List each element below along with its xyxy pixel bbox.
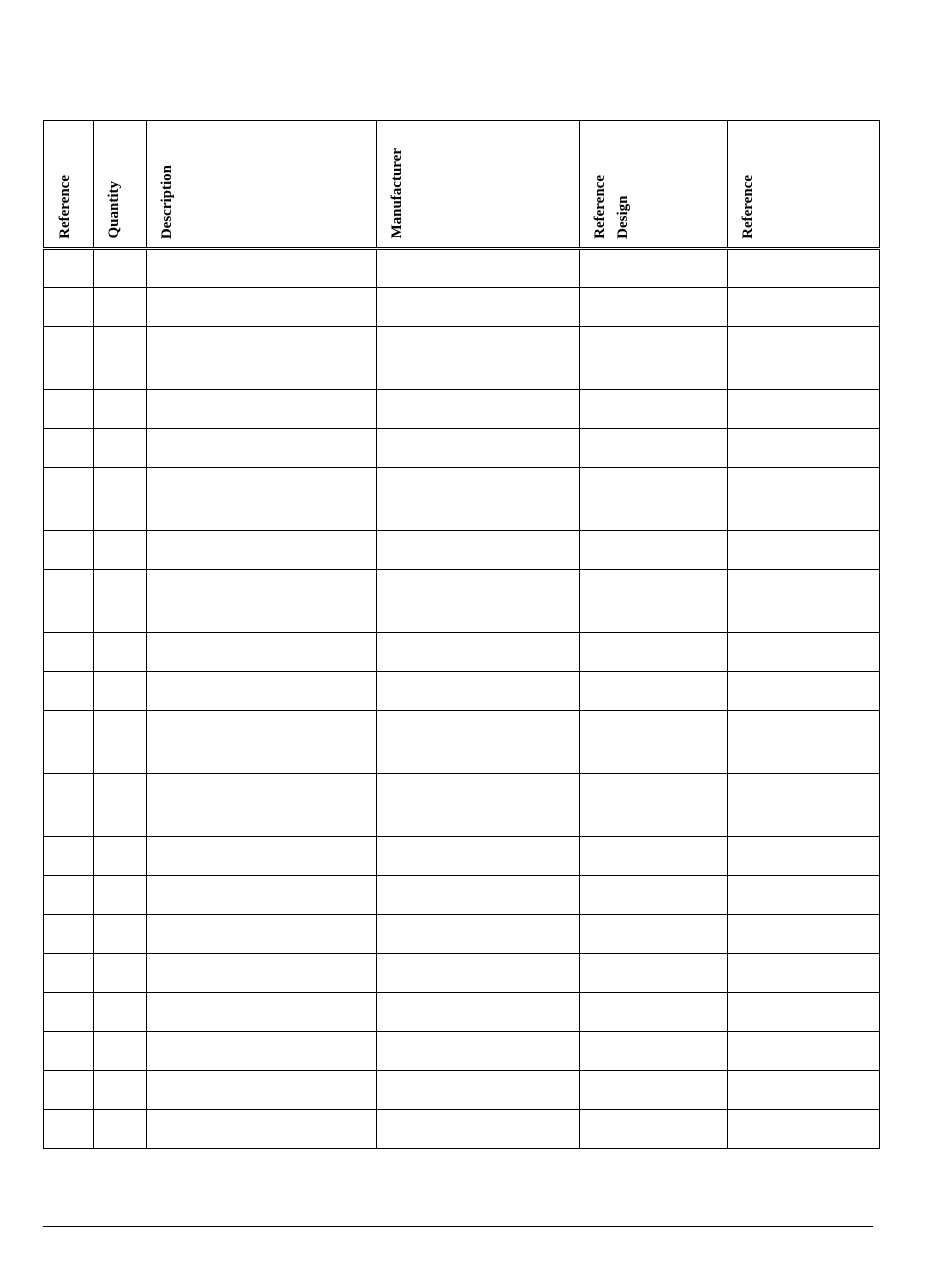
table-cell-qty (94, 774, 147, 837)
header-row (44, 121, 880, 249)
table-cell-ref2 (728, 570, 880, 633)
table-cell-ref (44, 1071, 94, 1110)
table-row (44, 633, 880, 672)
table-cell-refdesign (580, 633, 728, 672)
table-row (44, 288, 880, 327)
table-cell-ref2 (728, 954, 880, 993)
table-cell-refdesign (580, 1032, 728, 1071)
table-cell-qty (94, 915, 147, 954)
header-cell-reference-2 (728, 121, 880, 249)
table-cell-desc (147, 993, 377, 1032)
table-cell-ref2 (728, 327, 880, 390)
table-cell-desc (147, 1032, 377, 1071)
table-cell-refdesign (580, 531, 728, 570)
table-cell-mfr (377, 249, 580, 288)
table-row (44, 327, 880, 390)
table-cell-ref2 (728, 993, 880, 1032)
table-body (44, 249, 880, 1149)
table-cell-ref2 (728, 774, 880, 837)
table-cell-qty (94, 288, 147, 327)
table-cell-qty (94, 249, 147, 288)
footer-rule (43, 1226, 873, 1227)
table-cell-qty (94, 672, 147, 711)
table-cell-qty (94, 633, 147, 672)
table-row (44, 1071, 880, 1110)
table-cell-refdesign (580, 390, 728, 429)
table-cell-mfr (377, 876, 580, 915)
table-row (44, 774, 880, 837)
table-cell-ref (44, 327, 94, 390)
table-cell-qty (94, 1071, 147, 1110)
table-cell-qty (94, 993, 147, 1032)
table-cell-ref2 (728, 1071, 880, 1110)
table-cell-refdesign (580, 429, 728, 468)
table-cell-ref (44, 954, 94, 993)
header-cell-reference (44, 121, 94, 249)
table-cell-ref2 (728, 390, 880, 429)
header-label-reference-design: Reference Design (592, 175, 631, 239)
table-row (44, 468, 880, 531)
table-cell-ref (44, 672, 94, 711)
header-cell-description (147, 121, 377, 249)
table-row (44, 429, 880, 468)
table-cell-ref (44, 570, 94, 633)
table-cell-mfr (377, 327, 580, 390)
table-row (44, 915, 880, 954)
table-cell-ref (44, 633, 94, 672)
table-cell-desc (147, 531, 377, 570)
table-cell-ref (44, 531, 94, 570)
table-cell-ref2 (728, 915, 880, 954)
table-row (44, 711, 880, 774)
table-cell-mfr (377, 468, 580, 531)
table-cell-ref (44, 429, 94, 468)
table-cell-desc (147, 288, 377, 327)
table-row (44, 993, 880, 1032)
header-cell-quantity (94, 121, 147, 249)
table-cell-desc (147, 672, 377, 711)
table-cell-desc (147, 954, 377, 993)
table-cell-ref (44, 774, 94, 837)
table-cell-ref (44, 1110, 94, 1149)
table-cell-desc (147, 570, 377, 633)
table-cell-mfr (377, 429, 580, 468)
table-cell-qty (94, 390, 147, 429)
table-cell-desc (147, 390, 377, 429)
table-cell-ref2 (728, 837, 880, 876)
table-cell-ref2 (728, 531, 880, 570)
table-cell-desc (147, 1110, 377, 1149)
table-row (44, 1032, 880, 1071)
table-cell-ref (44, 1032, 94, 1071)
table-cell-refdesign (580, 837, 728, 876)
table-cell-desc (147, 837, 377, 876)
table-cell-mfr (377, 837, 580, 876)
table-cell-mfr (377, 774, 580, 837)
table-cell-qty (94, 1110, 147, 1149)
table-cell-ref (44, 837, 94, 876)
table-cell-qty (94, 954, 147, 993)
table-cell-refdesign (580, 954, 728, 993)
table-cell-refdesign (580, 915, 728, 954)
bill-of-materials-table (43, 120, 880, 1149)
table-cell-refdesign (580, 1071, 728, 1110)
table-row (44, 954, 880, 993)
table-cell-ref2 (728, 1032, 880, 1071)
table-cell-desc (147, 633, 377, 672)
table-cell-mfr (377, 390, 580, 429)
table-cell-ref2 (728, 633, 880, 672)
table-cell-refdesign (580, 774, 728, 837)
table-cell-qty (94, 1032, 147, 1071)
header-label-reference-2: Reference (740, 175, 756, 239)
table-cell-ref (44, 468, 94, 531)
table-cell-desc (147, 249, 377, 288)
table-cell-desc (147, 1071, 377, 1110)
table-cell-ref2 (728, 711, 880, 774)
table-cell-mfr (377, 570, 580, 633)
table-row (44, 531, 880, 570)
table-cell-mfr (377, 915, 580, 954)
table-cell-refdesign (580, 327, 728, 390)
table-cell-desc (147, 327, 377, 390)
table-row (44, 672, 880, 711)
table-cell-ref (44, 288, 94, 327)
table-cell-refdesign (580, 288, 728, 327)
table-row (44, 876, 880, 915)
table-cell-mfr (377, 1071, 580, 1110)
table-row (44, 570, 880, 633)
table-cell-refdesign (580, 672, 728, 711)
table-cell-refdesign (580, 711, 728, 774)
table-cell-ref (44, 390, 94, 429)
table-cell-refdesign (580, 1110, 728, 1149)
table-cell-ref2 (728, 468, 880, 531)
table-cell-qty (94, 876, 147, 915)
table-cell-refdesign (580, 249, 728, 288)
table-cell-ref (44, 876, 94, 915)
table-cell-ref2 (728, 249, 880, 288)
table-cell-qty (94, 531, 147, 570)
table-cell-ref2 (728, 672, 880, 711)
table-row (44, 1110, 880, 1149)
table-row (44, 837, 880, 876)
header-label-description: Description (159, 164, 175, 239)
table-cell-mfr (377, 531, 580, 570)
header-cell-manufacturer (377, 121, 580, 249)
table-row (44, 249, 880, 288)
table-row (44, 390, 880, 429)
table-cell-ref (44, 993, 94, 1032)
table-cell-qty (94, 468, 147, 531)
table-cell-qty (94, 429, 147, 468)
table-cell-mfr (377, 1032, 580, 1071)
table-cell-qty (94, 327, 147, 390)
table-cell-ref2 (728, 1110, 880, 1149)
table-cell-ref2 (728, 876, 880, 915)
table-cell-mfr (377, 711, 580, 774)
table-cell-qty (94, 570, 147, 633)
table-cell-mfr (377, 1110, 580, 1149)
header-label-quantity: Quantity (106, 181, 122, 239)
table-cell-desc (147, 876, 377, 915)
header-label-manufacturer: Manufacturer (389, 148, 405, 239)
header-label-reference: Reference (57, 175, 73, 239)
table-cell-ref2 (728, 429, 880, 468)
table-cell-mfr (377, 288, 580, 327)
table-cell-ref (44, 711, 94, 774)
table-cell-mfr (377, 954, 580, 993)
table-cell-qty (94, 837, 147, 876)
table-cell-ref (44, 249, 94, 288)
header-cell-reference-design (580, 121, 728, 249)
table-cell-mfr (377, 993, 580, 1032)
table-cell-desc (147, 468, 377, 531)
table-cell-ref2 (728, 288, 880, 327)
table-cell-qty (94, 711, 147, 774)
table-cell-desc (147, 711, 377, 774)
table-cell-ref (44, 915, 94, 954)
table-cell-desc (147, 429, 377, 468)
table-cell-mfr (377, 633, 580, 672)
table-cell-refdesign (580, 468, 728, 531)
table-cell-desc (147, 915, 377, 954)
table-cell-desc (147, 774, 377, 837)
table-cell-refdesign (580, 570, 728, 633)
table-cell-refdesign (580, 876, 728, 915)
table-cell-refdesign (580, 993, 728, 1032)
table-cell-mfr (377, 672, 580, 711)
